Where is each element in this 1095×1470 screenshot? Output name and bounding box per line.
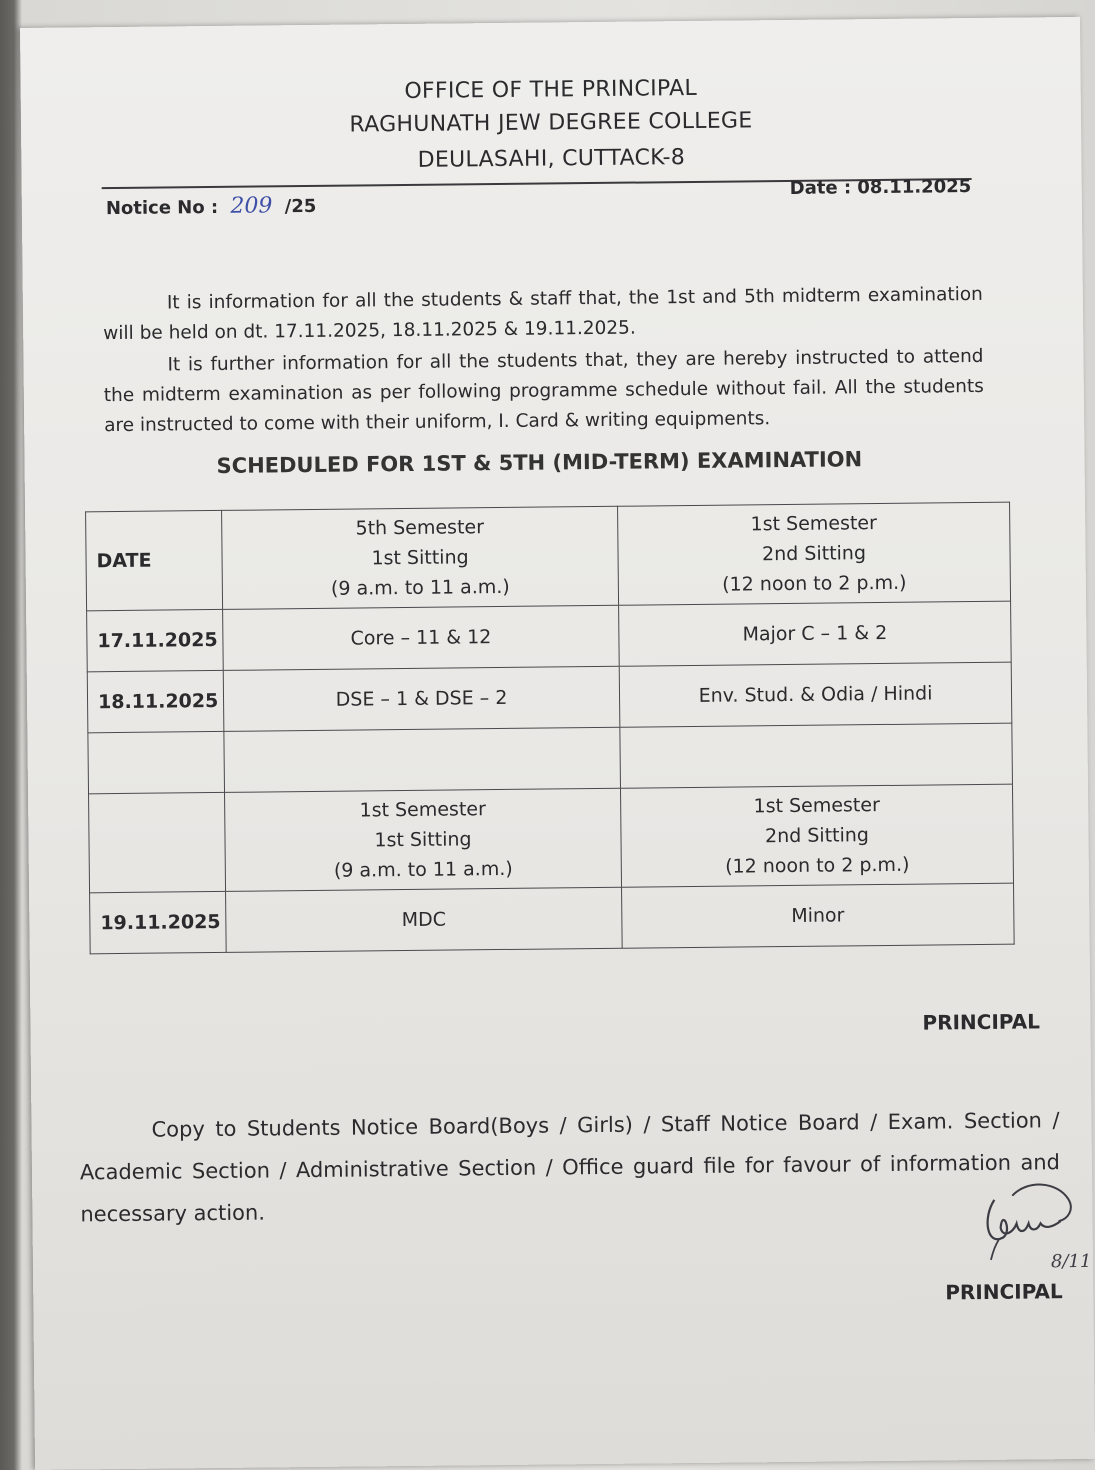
college-address: DEULASAHI, CUTTACK-8: [417, 145, 686, 173]
notice-label: Notice No :: [105, 196, 219, 220]
table-row: [90, 883, 1015, 954]
body-paragraph-1: It is information for all the students & staff that, the 1st and 5th midterm examination will be held on dt. 17.11.2025, 18.11.2025 & 19.11.2025.: [103, 283, 983, 345]
header-cell: 5th Semester 1st Sitting (9 a.m. to 11 a.m.): [222, 506, 619, 609]
table-row: [87, 601, 1012, 672]
blank-row: [88, 723, 1013, 794]
date-header: DATE: [86, 510, 223, 610]
date-cell: 19.11.2025: [90, 891, 227, 953]
college-name: RAGHUNATH JEW DEGREE COLLEGE: [349, 108, 753, 138]
office-heading: OFFICE OF THE PRINCIPAL: [404, 75, 698, 104]
header-cell: 1st Semester 1st Sitting (9 a.m. to 11 a.m.): [225, 788, 622, 891]
principal-label-2: PRINCIPAL: [945, 1279, 1063, 1305]
table-row: [87, 662, 1012, 733]
subject-cell: Core – 11 & 12: [223, 605, 620, 670]
body-paragraph-2: It is further information for all the students that, they are hereby instructed to attend the midterm examination as per following programme schedule without fail. All the students are instructed to come with their uniform, I. Card & writing equipments.: [103, 345, 984, 437]
exam-schedule-table: [85, 502, 1015, 955]
notice-number: [106, 193, 317, 220]
notice-date: Date : 08.11.2025: [789, 176, 972, 199]
empty-date-cell: [89, 792, 226, 892]
subject-cell: Minor: [622, 883, 1015, 948]
table-header-row: [86, 502, 1011, 611]
date-cell: 18.11.2025: [87, 670, 224, 732]
table-header-row: [89, 784, 1014, 893]
header-cell: 1st Semester 2nd Sitting (12 noon to 2 p.m.): [620, 784, 1013, 887]
notice-paper: [20, 17, 1095, 1470]
copy-to-paragraph: Copy to Students Notice Board(Boys / Girls) / Staff Notice Board / Exam. Section / Academic Section / Administrative Section / Office guard file for favour of information and necessary action.: [79, 1108, 1061, 1227]
schedule-title: SCHEDULED FOR 1ST & 5TH (MID-TERM) EXAMINATION: [216, 447, 863, 478]
subject-cell: Major C – 1 & 2: [619, 601, 1012, 666]
subject-cell: Env. Stud. & Odia / Hindi: [619, 662, 1012, 727]
principal-label-1: PRINCIPAL: [922, 1009, 1040, 1035]
notice-suffix: /25: [284, 195, 317, 218]
subject-cell: MDC: [226, 887, 623, 952]
date-cell: 17.11.2025: [87, 609, 224, 671]
principal-signature: [972, 1167, 1093, 1282]
subject-cell: DSE – 1 & DSE – 2: [223, 666, 620, 731]
notice-number-handwritten: 209: [230, 193, 273, 219]
signature-date: 8/11: [1050, 1250, 1092, 1273]
header-cell: 1st Semester 2nd Sitting (12 noon to 2 p.m.): [618, 502, 1011, 605]
